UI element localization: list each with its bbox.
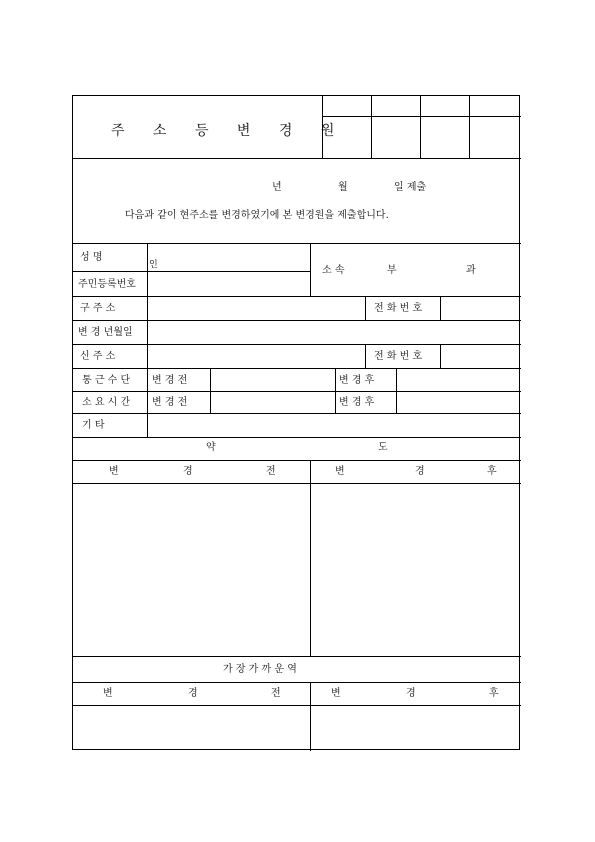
row-divider bbox=[73, 344, 521, 345]
map-heading-right: 도 bbox=[378, 442, 388, 453]
approval-cell-1[interactable] bbox=[325, 120, 369, 156]
map-after-area[interactable] bbox=[313, 485, 519, 654]
row-divider bbox=[73, 460, 521, 461]
row-divider bbox=[73, 437, 521, 438]
row-divider bbox=[73, 243, 521, 244]
label-column-line bbox=[147, 413, 148, 437]
station-after-field[interactable] bbox=[313, 707, 519, 747]
approval-divider bbox=[322, 96, 323, 158]
station-before-col-1: 변 bbox=[103, 688, 113, 699]
approval-cell-2[interactable] bbox=[374, 120, 418, 156]
row-divider bbox=[73, 368, 521, 369]
commute-after-field[interactable] bbox=[399, 370, 518, 389]
other-field[interactable] bbox=[150, 415, 518, 435]
commute-before-field[interactable] bbox=[213, 370, 332, 389]
change-date-field[interactable] bbox=[150, 322, 518, 342]
map-after-col-3: 후 bbox=[487, 466, 497, 477]
change-date-label: 변 경 년월일 bbox=[78, 327, 133, 338]
row-divider bbox=[73, 271, 310, 272]
id-number-field[interactable] bbox=[150, 273, 307, 294]
time-before-field[interactable] bbox=[213, 393, 332, 411]
id-number-label: 주민등록번호 bbox=[78, 279, 136, 290]
map-before-area[interactable] bbox=[75, 485, 308, 654]
phone-value-line bbox=[440, 344, 441, 368]
time-before-label: 변 경 전 bbox=[152, 397, 188, 408]
map-before-col-1: 변 bbox=[109, 466, 119, 477]
map-before-col-2: 경 bbox=[183, 466, 193, 477]
commute-label: 통 근 수 단 bbox=[82, 375, 131, 386]
time-after-label: 변 경 후 bbox=[339, 397, 375, 408]
commute-before-label: 변 경 전 bbox=[152, 375, 188, 386]
row-divider bbox=[73, 158, 521, 159]
approval-header-line bbox=[322, 116, 521, 117]
dept-gwa: 과 bbox=[466, 265, 476, 276]
seal-mark: 인 bbox=[149, 260, 158, 270]
label-column-line bbox=[147, 344, 148, 368]
old-address-field[interactable] bbox=[150, 298, 362, 318]
label-column-line bbox=[147, 320, 148, 344]
address-change-form bbox=[72, 95, 520, 750]
station-before-col-3: 전 bbox=[271, 688, 281, 699]
date-day-submit: 일 제출 bbox=[394, 182, 427, 193]
old-address-label: 구 주 소 bbox=[80, 303, 116, 314]
map-heading-left: 약 bbox=[206, 442, 216, 453]
approval-divider bbox=[420, 96, 421, 158]
row-divider bbox=[73, 296, 521, 297]
map-after-col-1: 변 bbox=[335, 466, 345, 477]
new-phone-field[interactable] bbox=[443, 346, 518, 366]
commute-after-label: 변 경 후 bbox=[339, 375, 375, 386]
map-before-col-3: 전 bbox=[266, 466, 276, 477]
other-label: 기 타 bbox=[82, 420, 105, 431]
station-after-col-3: 후 bbox=[489, 688, 499, 699]
station-after-col-1: 변 bbox=[331, 688, 341, 699]
old-phone-field[interactable] bbox=[443, 298, 518, 318]
new-address-label: 신 주 소 bbox=[80, 351, 116, 362]
new-address-field[interactable] bbox=[150, 346, 362, 366]
phone-label-line bbox=[365, 344, 366, 368]
map-column-divider bbox=[310, 460, 311, 656]
old-phone-label: 전 화 번 호 bbox=[374, 303, 423, 314]
dept-bu: 부 bbox=[387, 265, 397, 276]
approval-cell-4[interactable] bbox=[472, 120, 516, 156]
label-column-line bbox=[147, 243, 148, 296]
form-title: 주 소 등 변 경 원 bbox=[111, 123, 347, 139]
statement-text: 다음과 같이 현주소를 변경하였기에 본 변경원을 제출합니다. bbox=[125, 210, 389, 221]
row-divider bbox=[73, 705, 521, 706]
phone-value-line bbox=[440, 296, 441, 320]
row-divider bbox=[73, 483, 521, 484]
new-phone-label: 전 화 번 호 bbox=[374, 351, 423, 362]
date-year: 년 bbox=[272, 182, 282, 193]
station-before-col-2: 경 bbox=[188, 688, 198, 699]
row-divider bbox=[73, 320, 521, 321]
phone-label-line bbox=[365, 296, 366, 320]
approval-divider bbox=[469, 96, 470, 158]
dept-label: 소 속 bbox=[322, 265, 345, 276]
station-before-field[interactable] bbox=[75, 707, 308, 747]
map-after-col-2: 경 bbox=[415, 466, 425, 477]
travel-time-label: 소 요 시 간 bbox=[82, 397, 131, 408]
time-after-field[interactable] bbox=[399, 393, 518, 411]
row-divider bbox=[73, 391, 521, 392]
row-divider bbox=[73, 682, 521, 683]
approval-divider bbox=[371, 96, 372, 158]
dept-divider bbox=[310, 243, 311, 296]
row-divider bbox=[73, 656, 521, 657]
name-label: 성 명 bbox=[80, 252, 103, 263]
station-column-divider bbox=[310, 682, 311, 751]
station-after-col-2: 경 bbox=[406, 688, 416, 699]
nearest-station-heading: 가 장 가 까 운 역 bbox=[223, 664, 297, 675]
approval-cell-3[interactable] bbox=[423, 120, 467, 156]
name-field[interactable] bbox=[150, 245, 307, 269]
row-divider bbox=[73, 413, 521, 414]
date-month: 월 bbox=[338, 182, 348, 193]
label-column-line bbox=[147, 296, 148, 320]
